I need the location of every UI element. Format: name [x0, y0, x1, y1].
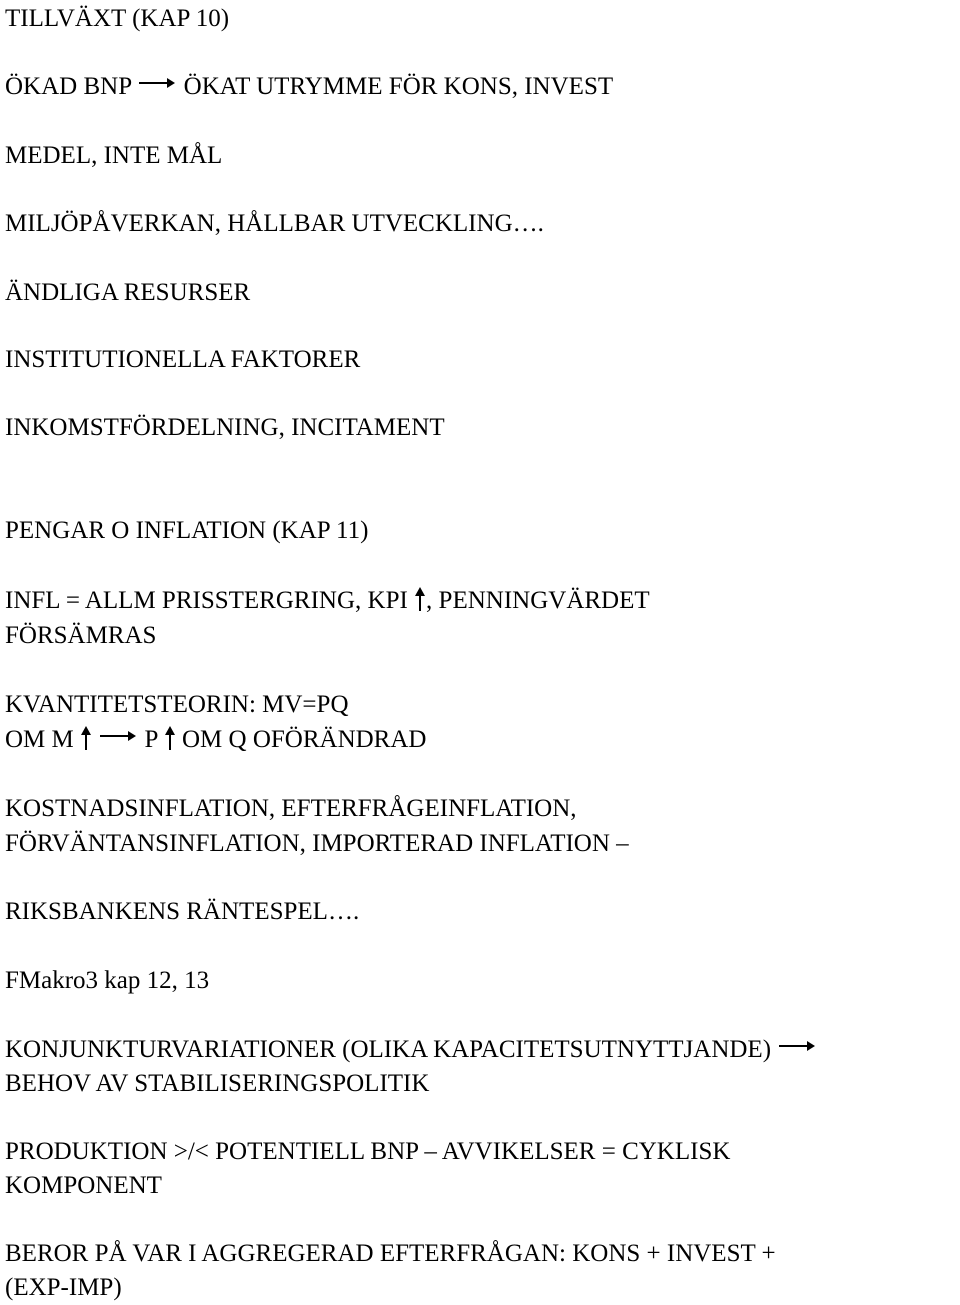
line-component: KOMPONENT — [5, 1172, 162, 1199]
line-environment: MILJÖPÅVERKAN, HÅLLBAR UTVECKLING…. — [5, 210, 544, 237]
right-arrow-icon — [98, 729, 138, 743]
up-arrow-icon — [414, 586, 426, 612]
line-aggregate-demand: BEROR PÅ VAR I AGGREGERAD EFTERFRÅGAN: KONS + INVEST + — [5, 1240, 776, 1267]
heading-money-inflation: PENGAR O INFLATION (KAP 11) — [5, 517, 369, 544]
line-net-exports: (EXP-IMP) — [5, 1274, 122, 1301]
line-worsens: FÖRSÄMRAS — [5, 622, 157, 649]
line-expectation-inflation: FÖRVÄNTANSINFLATION, IMPORTERAD INFLATION – — [5, 830, 629, 857]
line-business-cycles: KONJUNKTURVARIATIONER (OLIKA KAPACITETSUTNYTTJANDE) — [5, 1033, 817, 1067]
line-stabilization-policy: BEHOV AV STABILISERINGSPOLITIK — [5, 1070, 430, 1097]
line-riksbank: RIKSBANKENS RÄNTESPEL…. — [5, 898, 360, 925]
right-arrow-icon — [137, 76, 177, 90]
line-income-distribution: INKOMSTFÖRDELNING, INCITAMENT — [5, 414, 445, 441]
line-if-m-rises: OM M P OM Q OFÖRÄNDRAD — [5, 726, 427, 753]
up-arrow-icon — [80, 725, 92, 751]
right-arrow-icon — [777, 1039, 817, 1053]
line-finite-resources: ÄNDLIGA RESURSER — [5, 279, 251, 306]
line-inflation-definition: INFL = ALLM PRISSTERGRING, KPI , PENNINGVÄRDET — [5, 587, 650, 614]
heading-growth: TILLVÄXT (KAP 10) — [5, 5, 230, 32]
up-arrow-icon — [164, 725, 176, 751]
line-cost-inflation: KOSTNADSINFLATION, EFTERFRÅGEINFLATION, — [5, 795, 577, 822]
line-institutional-factors: INSTITUTIONELLA FAKTORER — [5, 346, 361, 373]
line-increased-gdp: ÖKAD BNP ÖKAT UTRYMME FÖR KONS, INVEST — [5, 73, 614, 100]
line-quantity-theory: KVANTITETSTEORIN: MV=PQ — [5, 691, 349, 718]
heading-fmakro3: FMakro3 kap 12, 13 — [5, 967, 210, 994]
line-means-not-goal: MEDEL, INTE MÅL — [5, 142, 223, 169]
line-production-potential: PRODUKTION >/< POTENTIELL BNP – AVVIKELSER = CYKLISK — [5, 1138, 731, 1165]
